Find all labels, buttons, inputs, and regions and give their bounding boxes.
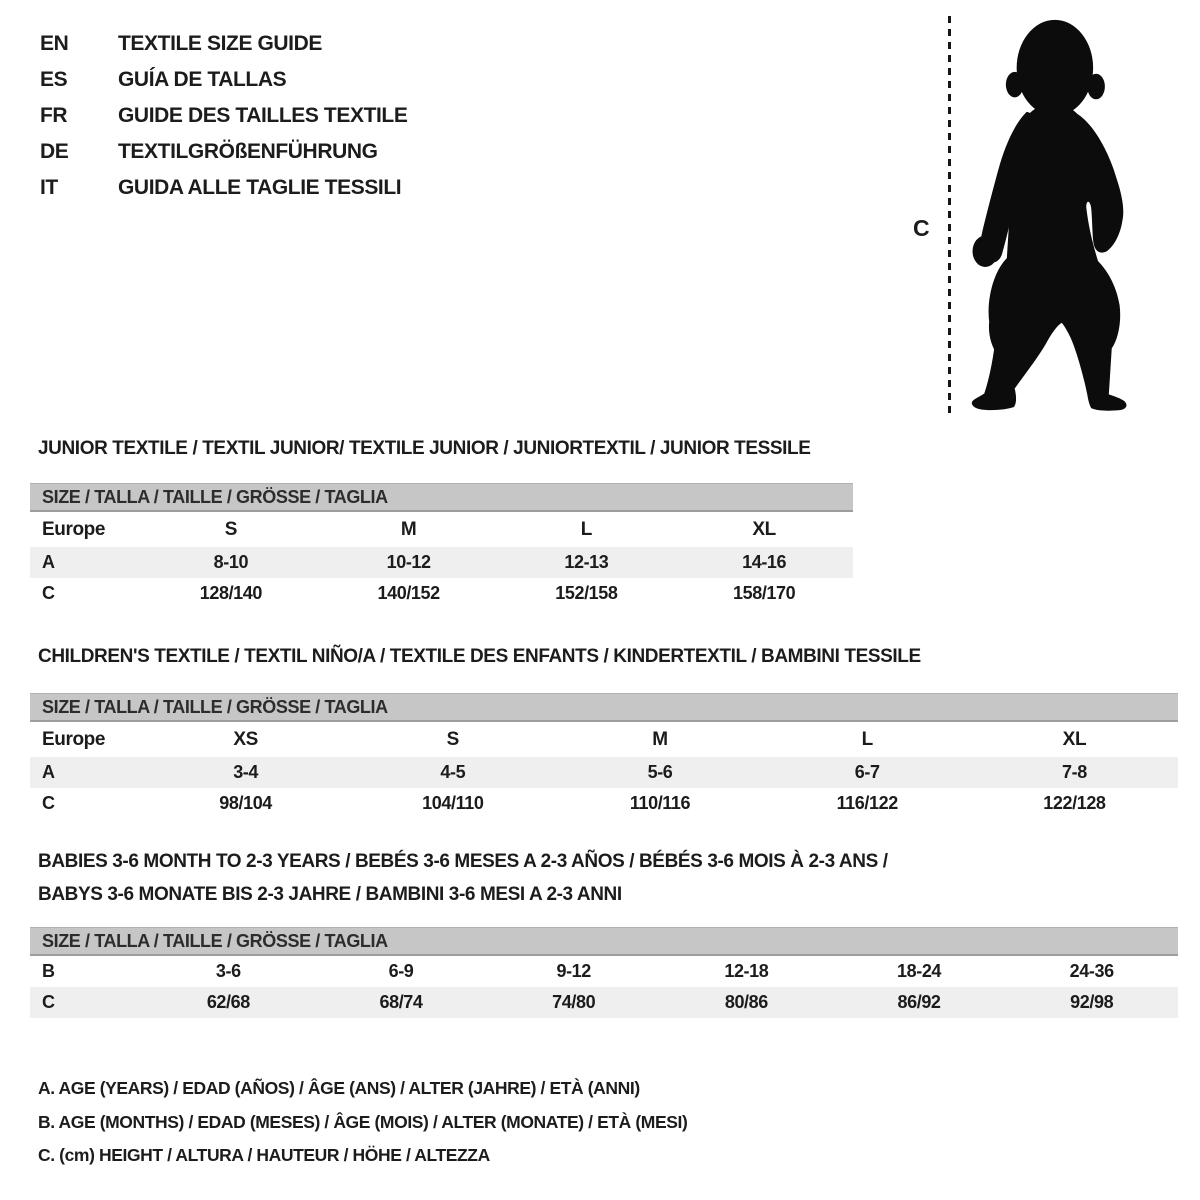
legend-line: C. (cm) HEIGHT / ALTURA / HAUTEUR / HÖHE / ALTEZZA — [38, 1145, 490, 1165]
height-measure-line — [948, 16, 951, 416]
table-row — [30, 788, 1178, 819]
language-row — [40, 134, 407, 170]
table-header-row — [30, 512, 853, 547]
guide-title: TEXTILE SIZE GUIDE — [118, 32, 322, 55]
size-column-header: XL — [752, 518, 776, 540]
guide-title: GUIDA ALLE TAGLIE TESSILI — [118, 176, 402, 199]
table-cell: 86/92 — [897, 992, 941, 1012]
table-cell: 98/104 — [219, 793, 272, 813]
table-header-row — [30, 722, 1178, 757]
language-code: IT — [40, 176, 58, 199]
table-cell: 10-12 — [386, 552, 431, 572]
table-cell: 80/86 — [724, 992, 768, 1012]
table-cell: 122/128 — [1043, 793, 1106, 813]
language-code: DE — [40, 140, 69, 163]
section-heading: JUNIOR TEXTILE / TEXTIL JUNIOR/ TEXTILE JUNIOR / JUNIORTEXTIL / JUNIOR TESSILE — [38, 438, 811, 459]
size-column-header: L — [861, 728, 873, 750]
toddler-silhouette-icon — [966, 14, 1132, 416]
row-label: B — [42, 961, 55, 981]
row-label: A — [42, 552, 55, 572]
guide-title: GUÍA DE TALLAS — [118, 68, 287, 91]
table-cell: 8-10 — [213, 552, 249, 572]
size-column-header: XL — [1062, 728, 1087, 750]
table-cell: 12-18 — [724, 961, 769, 981]
table-cell: 68/74 — [379, 992, 423, 1012]
table-cell: 18-24 — [897, 961, 942, 981]
size-column-header: L — [580, 518, 592, 540]
size-header-bar: SIZE / TALLA / TAILLE / GRÖSSE / TAGLIA — [30, 693, 1178, 722]
measurement-legend — [38, 1072, 687, 1173]
size-column-header: XS — [233, 728, 258, 750]
legend-line: A. AGE (YEARS) / EDAD (AÑOS) / ÂGE (ANS) / ALTER (JAHRE) / ETÀ (ANNI) — [38, 1078, 640, 1098]
language-row — [40, 170, 407, 206]
table-cell: 6-9 — [388, 961, 414, 981]
table-cell: 14-16 — [742, 552, 787, 572]
table-cell: 3-6 — [215, 961, 241, 981]
table-cell: 62/68 — [206, 992, 250, 1012]
size-header-bar: SIZE / TALLA / TAILLE / GRÖSSE / TAGLIA — [30, 483, 853, 512]
height-marker-label: C — [913, 215, 930, 241]
table-cell: 3-4 — [233, 762, 259, 782]
language-row — [40, 98, 407, 134]
row-label: C — [42, 793, 55, 813]
size-column-header: M — [400, 518, 417, 540]
table-cell: 9-12 — [556, 961, 591, 981]
table-cell: 24-36 — [1069, 961, 1114, 981]
junior-size-section — [30, 432, 853, 609]
table-cell: 6-7 — [854, 762, 880, 782]
table-cell: 116/122 — [836, 793, 898, 813]
table-row — [30, 757, 1178, 788]
language-row — [40, 26, 407, 62]
row-label: C — [42, 992, 55, 1012]
table-cell: 92/98 — [1070, 992, 1114, 1012]
language-code: EN — [40, 32, 69, 55]
language-code: ES — [40, 68, 68, 91]
junior-size-table — [30, 483, 853, 609]
table-cell: 74/80 — [552, 992, 596, 1012]
children-size-table — [30, 693, 1178, 819]
table-cell: 158/170 — [732, 583, 796, 603]
table-cell: 104/110 — [422, 793, 484, 813]
table-cell: 140/152 — [377, 583, 440, 603]
region-label: Europe — [42, 728, 106, 750]
guide-title: GUIDE DES TAILLES TEXTILE — [118, 104, 408, 127]
row-label: A — [42, 762, 55, 782]
table-cell: 110/116 — [629, 793, 691, 813]
table-row — [30, 956, 1178, 987]
table-row — [30, 578, 853, 609]
table-cell: 7-8 — [1062, 762, 1087, 782]
language-list — [40, 26, 407, 206]
size-header-bar: SIZE / TALLA / TAILLE / GRÖSSE / TAGLIA — [30, 927, 1178, 956]
table-cell: 128/140 — [199, 583, 262, 603]
section-heading: CHILDREN'S TEXTILE / TEXTIL NIÑO/A / TEXTILE DES ENFANTS / KINDERTEXTIL / BAMBINI TESSILE — [38, 646, 921, 667]
babies-size-table — [30, 927, 1178, 1018]
section-heading: BABYS 3-6 MONATE BIS 2-3 JAHRE / BAMBINI 3-6 MESI A 2-3 ANNI — [38, 884, 622, 905]
size-column-header: M — [652, 728, 668, 750]
legend-line: B. AGE (MONTHS) / EDAD (MESES) / ÂGE (MOIS) / ALTER (MONATE) / ETÀ (MESI) — [38, 1111, 688, 1132]
table-cell: 12-13 — [564, 552, 609, 572]
guide-title: TEXTILGRÖßENFÜHRUNG — [118, 140, 378, 163]
region-label: Europe — [42, 518, 106, 540]
language-row — [40, 62, 407, 98]
size-column-header: S — [446, 728, 459, 750]
row-label: C — [42, 583, 55, 603]
section-heading: BABIES 3-6 MONTH TO 2-3 YEARS / BEBÉS 3-6 MESES A 2-3 AÑOS / BÉBÉS 3-6 MOIS À 2-3 ANS / — [38, 851, 888, 872]
size-column-header: S — [224, 518, 238, 540]
table-cell: 4-5 — [440, 762, 466, 782]
table-cell: 152/158 — [555, 583, 618, 603]
table-row — [30, 547, 853, 578]
table-cell: 5-6 — [647, 762, 673, 782]
babies-size-section — [30, 845, 1178, 1018]
table-row — [30, 987, 1178, 1018]
children-size-section — [30, 640, 1178, 819]
language-code: FR — [40, 104, 68, 127]
